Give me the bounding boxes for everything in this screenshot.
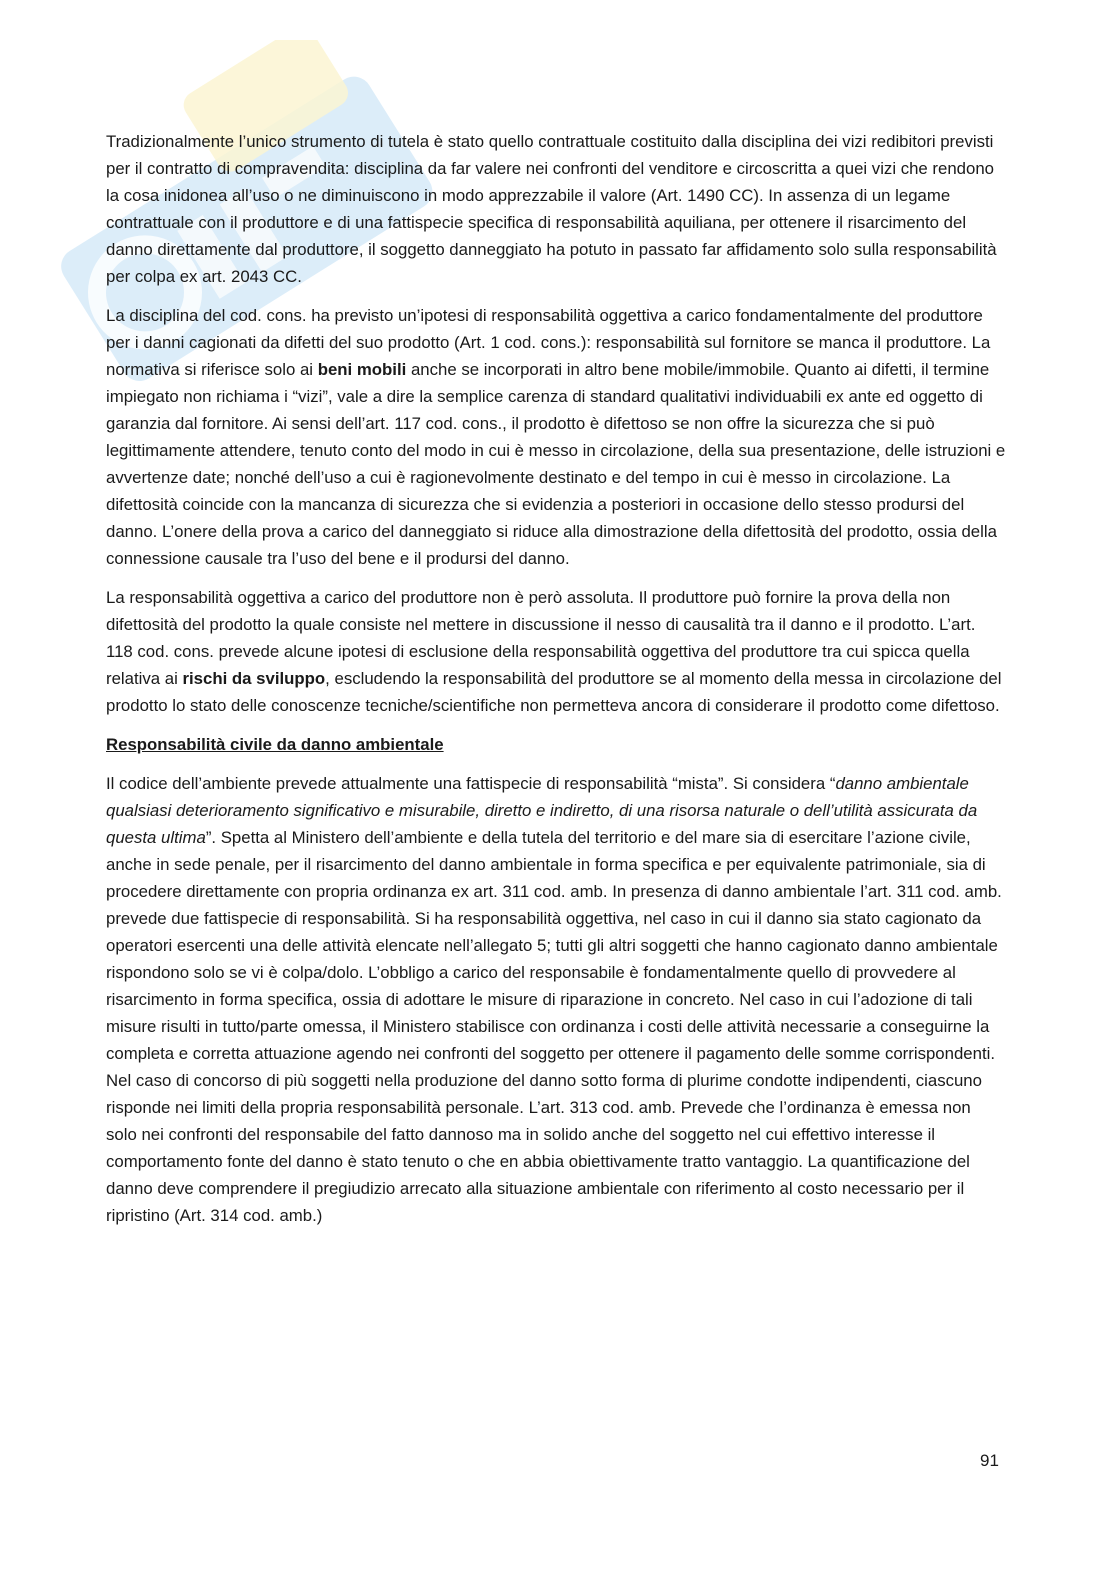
text-run: anche se incorporati in altro bene mobile/immobile. Quanto ai difetti, il termine impiegato non richiama i “vizi”, vale a dire la semplice carenza di standard qualitativi individuabili ex ante ed oggetto di garanzia dal fornitore. Ai sensi dell’art. 117 cod. cons., il prodotto è difettoso se non offre la sicurezza che si può legittimamente attendere, tenuto conto del modo in cui è messo in circolazione, della sua presentazione, delle istruzioni e avvertenze date; nonché dell’uso a cui è ragionevolmente destinato e del tempo in cui è messo in circolazione. La difettosità coincide con la mancanza di sicurezza che si evidenzia a posteriori in occasione dello stesso prodursi del danno. L’onere della prova a carico del danneggiato si riduce alla dimostrazione della difettosità del prodotto, ossia della connessione causale tra l’uso del bene e il prodursi del danno. — [106, 360, 1006, 568]
text-run: La disciplina del cod. cons. ha previsto un’ipotesi di responsabilità oggettiva a carico fondamentalmente del produttore per i danni cagionati da difetti del suo prodotto (Art. 1 cod. cons.): responsabilità sul fornitore se manca il produttore. La normativa si riferisce solo ai — [106, 306, 991, 379]
bold-rischi-sviluppo: rischi da sviluppo — [182, 669, 326, 688]
paragraph-cod-cons — [106, 302, 1006, 572]
text-run: La responsabilità oggettiva a carico del produttore non è però assoluta. Il produttore può fornire la prova della non difettosità del prodotto la quale consiste nel mettere in discussione il nesso di causalità tra il danno e il prodotto. L’art. 118 cod. cons. prevede alcune ipotesi di esclusione della responsabilità oggettiva del produttore tra cui spicca quella relativa ai — [106, 588, 976, 688]
section-heading: Responsabilità civile da danno ambientale — [106, 735, 444, 754]
text-run: , escludendo la responsabilità del produttore se al momento della messa in circolazione del prodotto lo stato delle conoscenze tecniche/scientifiche non permetteva ancora di considerare il prodotto come difettoso. — [106, 669, 1002, 715]
italic-definition: danno ambientale qualsiasi deterioramento significativo e misurabile, diretto e indiretto, di una risorsa naturale o dell’utilità assicurata da questa ultima — [106, 774, 978, 847]
text-run: Il codice dell’ambiente prevede attualmente una fattispecie di responsabilità “mista”. Si considera “ — [106, 774, 836, 793]
paragraph-vizi-redibitori: Tradizionalmente l’unico strumento di tutela è stato quello contrattuale costituito dalla disciplina dei vizi redibitori previsti per il contratto di compravendita: disciplina da far valere nei confronti del venditore e circoscritta a quei vizi che rendono la cosa inidonea all’uso o ne diminuiscono in modo apprezzabile il valore (Art. 1490 CC). In assenza di un legame contrattuale con il produttore e di una fattispecie specifica di responsabilità aquiliana, per ottenere il risarcimento del danno direttamente dal produttore, il soggetto danneggiato ha potuto in passato far affidamento solo sulla responsabilità per colpa ex art. 2043 CC. — [106, 132, 997, 286]
bold-beni-mobili: beni mobili — [317, 360, 407, 379]
text-run: ”. Spetta al Ministero dell’ambiente e della tutela del territorio e del mare sia di esercitare l’azione civile, anche in sede penale, per il risarcimento del danno ambientale in forma specifica e per equivalente patrimoniale, sia di procedere direttamente con propria ordinanza ex art. 311 cod. amb. In presenza di danno ambientale l’art. 311 cod. amb. prevede due fattispecie di responsabilità. Si ha responsabilità oggettiva, nel caso in cui il danno sia stato cagionato da operatori esercenti una delle attività elencate nell’allegato 5; tutti gli altri soggetti che hanno cagionato danno ambientale rispondono solo se vi è colpa/dolo. L’obbligo a carico del responsabile è fondamentalmente quello di provvedere al risarcimento in forma specifica, ossia di adottare le misure di riparazione in concreto. Nel caso in cui l’adozione di tali misure risulti in tutto/parte omessa, il Ministero stabilisce con ordinanza i costi delle attività necessarie a conseguirne la completa e corretta attuazione agendo nei confronti del soggetto per ottenere il pagamento delle somme corrispondenti. Nel caso di concorso di più soggetti nella produzione del danno sotto forma di plurime condotte indipendenti, ciascuno risponde nei limiti della propria responsabilità personale. L’art. 313 cod. amb. Prevede che l’ordinanza è emessa non solo nei confronti del responsabile del fatto dannoso ma in solido anche del soggetto nel cui effettivo interesse il comportamento fonte del danno è stato tenuto o che en abbia obiettivamente tratto vantaggio. La quantificazione del danno deve comprendere il pregiudizio arrecato alla situazione ambientale con riferimento al costo necessario per il ripristino (Art. 314 cod. amb.) — [106, 828, 1002, 1225]
document-body — [106, 128, 1006, 1241]
paragraph-danno-ambientale — [106, 770, 1006, 1229]
page-number: 91 — [980, 1451, 999, 1470]
paragraph-responsabilita-oggettiva — [106, 584, 1006, 719]
